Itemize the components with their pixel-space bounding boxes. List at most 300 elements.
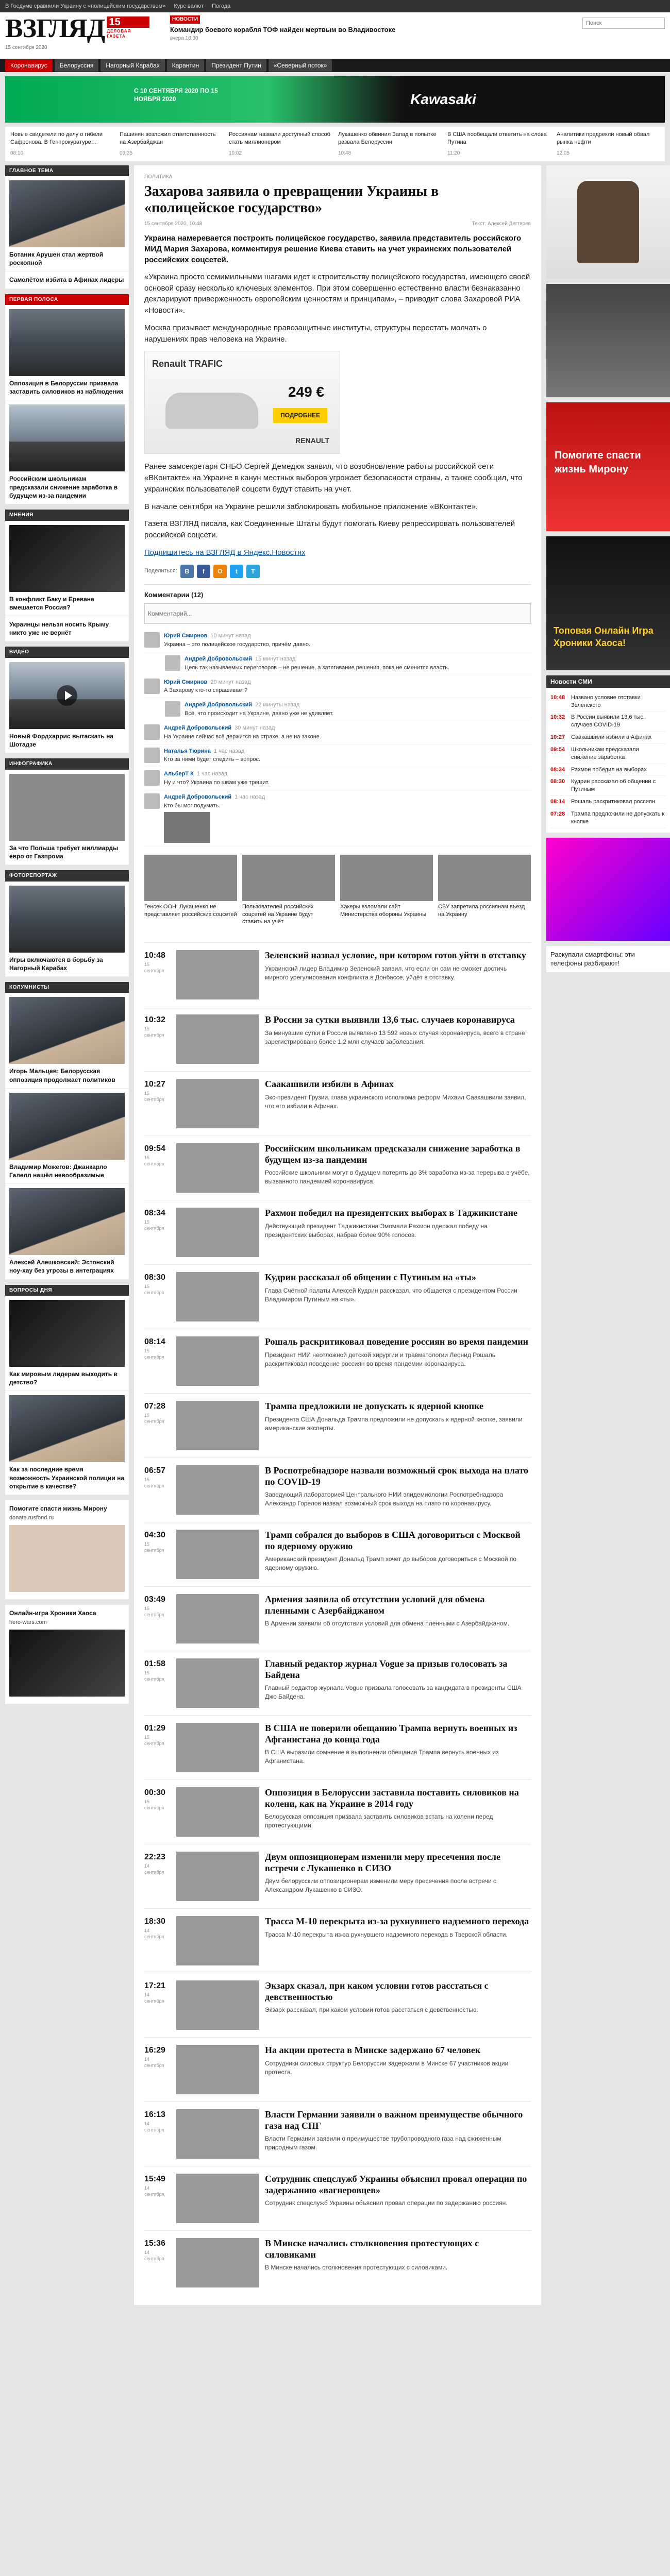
comment-author[interactable]: АльберТ К 1 час назад — [164, 771, 228, 777]
feed-body — [265, 1787, 531, 1837]
feed-title[interactable]: Российским школьникам предсказали снижение заработка в будущем из-за пандемии — [265, 1143, 521, 1165]
left-news-item[interactable] — [5, 1089, 129, 1184]
vk-share-icon[interactable]: В — [180, 565, 194, 578]
right-ad-help-text: Помогите спасти жизнь Мирону — [555, 449, 641, 475]
left-ad-game[interactable] — [5, 1605, 129, 1704]
nav-item-belarus[interactable]: Белоруссия — [55, 59, 99, 72]
comment-time: 22 минуты назад — [255, 702, 300, 708]
feed-time: 03:49 15 сентября — [144, 1594, 170, 1643]
feed-date: 14 сентября — [144, 1863, 164, 1875]
feed-title[interactable]: На акции протеста в Минске задержано 67 человек — [265, 2045, 481, 2056]
feed-image[interactable] — [176, 1465, 259, 1515]
content-wrapper — [0, 165, 670, 2306]
facebook-share-icon[interactable]: f — [197, 565, 210, 578]
feed-text: В Армении заявили об отсутствии условий для обмена пленными с Азербайджаном. — [265, 1620, 510, 1628]
car-ad-model: Renault TRAFIC — [152, 359, 223, 369]
comment-time: 30 минут назад — [234, 724, 275, 731]
banner-brand: Kawasaki — [410, 91, 476, 108]
left-news-item[interactable] — [5, 1391, 129, 1495]
feed-item[interactable] — [144, 2102, 531, 2166]
left-news-item[interactable] — [5, 1184, 129, 1279]
feed-image[interactable] — [176, 2174, 259, 2223]
ad-help-link[interactable]: donate.rusfond.ru — [9, 1515, 54, 1521]
feed-image[interactable] — [176, 2109, 259, 2159]
feed-body — [265, 1401, 531, 1450]
ad-image — [9, 1525, 125, 1592]
right-ad-phone-caption[interactable] — [546, 946, 670, 972]
feed-item[interactable] — [144, 2166, 531, 2230]
feed-item[interactable] — [144, 1973, 531, 2037]
right-ad-phone[interactable] — [546, 838, 670, 941]
feed-body — [265, 1336, 531, 1386]
car-ad[interactable] — [144, 351, 340, 454]
feed-time: 00:30 15 сентября — [144, 1787, 170, 1837]
feed-title[interactable]: Трасса М-10 перекрыта из-за рухнувшего надземного перехода — [265, 1916, 529, 1927]
feed-item[interactable] — [144, 1458, 531, 1522]
left-news-title: Новый Фордхаррис вытаскать на Шотадзе — [9, 732, 113, 748]
left-block-photo — [5, 870, 129, 977]
feed-title[interactable]: Власти Германии заявили о важном преимуществе обычного газа над СПГ — [265, 2109, 523, 2131]
news-image — [9, 180, 125, 247]
comments-section — [144, 584, 531, 846]
nav-item-quarantine[interactable]: Карантин — [167, 59, 204, 72]
left-news-item[interactable] — [5, 770, 129, 865]
feed-item[interactable] — [144, 1071, 531, 1136]
avatar[interactable] — [144, 770, 160, 786]
header-tools — [582, 18, 665, 29]
article-paragraph: Газета ВЗГЛЯД писала, как Соединенные Штаты будут помогать Киеву репрессировать пользователей российской соцсети. — [144, 519, 515, 540]
left-news-item[interactable] — [5, 400, 129, 504]
avatar[interactable] — [165, 655, 180, 671]
feed-date: 15 сентября — [144, 1155, 164, 1166]
left-news-title: Самолётом избита в Афинах лидеры — [9, 276, 124, 284]
feed-body — [265, 2109, 531, 2159]
comment-author[interactable]: Юрий Смирнов 20 минут назад — [164, 679, 251, 685]
feed-text: Трасса М-10 перекрыта из-за рухнувшего надземного перехода в Тверской области. — [265, 1930, 508, 1938]
feed-image[interactable] — [176, 1852, 259, 1901]
feed-image[interactable] — [176, 1208, 259, 1257]
comment-reply — [165, 652, 531, 675]
logo-text: ВЗГЛЯД — [5, 14, 105, 43]
feed-title[interactable]: Сотрудник спецслужб Украины объяснил провал операции по задержанию «вагнеровцев» — [265, 2174, 527, 2195]
comment-time: 1 час назад — [234, 794, 265, 801]
right-news-time: 09:54 — [550, 746, 565, 753]
comment — [144, 767, 531, 790]
feed-title[interactable]: Рахмон победил на президентских выборах в Таджикистане — [265, 1208, 517, 1218]
feed-item[interactable] — [144, 942, 531, 1007]
right-news-item[interactable] — [550, 796, 666, 808]
feed-date: 15 сентября — [144, 961, 164, 973]
header-date: 15 сентября 2020 — [5, 45, 47, 50]
feed-text: Американский президент Дональд Трамп хочет до выборов договориться с Москвой по ядерному оружию. — [265, 1555, 517, 1572]
right-news-time: 10:48 — [550, 694, 565, 701]
left-news-item[interactable] — [5, 305, 129, 400]
comment-author[interactable]: Юрий Смирнов 10 минут назад — [164, 633, 251, 639]
right-news-item[interactable] — [550, 764, 666, 776]
left-news-title: Оппозиция в Белоруссии призвала заставить силовиков из наблюдения — [9, 380, 124, 396]
news-image — [9, 309, 125, 376]
news-image — [9, 886, 125, 953]
comment — [144, 675, 531, 699]
right-news-time: 07:28 — [550, 811, 565, 817]
left-ad-help[interactable] — [5, 1500, 129, 1600]
comment — [144, 629, 531, 652]
left-news-item[interactable] — [5, 1296, 129, 1391]
feed-date: 15 сентября — [144, 1477, 164, 1488]
feed-time: 01:58 15 сентября — [144, 1658, 170, 1708]
strip-item-time: 12:05 — [557, 150, 570, 156]
comment-reply — [165, 698, 531, 721]
feed-date: 14 сентября — [144, 2056, 164, 2068]
left-news-title: Алексей Алешковский: Эстонский ноу-хау без угрозы в интеграциях — [9, 1259, 114, 1275]
comment-text: Украина – это полицейское государство, причём давно. — [164, 641, 311, 648]
left-block-infographic — [5, 758, 129, 865]
right-ad-jacket[interactable] — [546, 165, 670, 279]
video-thumbnail[interactable] — [9, 662, 125, 729]
left-news-item[interactable] — [5, 521, 129, 616]
left-news-item[interactable] — [5, 993, 129, 1088]
feed-date: 15 сентября — [144, 1670, 164, 1682]
left-ad-item[interactable] — [5, 1605, 129, 1704]
strip-item[interactable] — [338, 131, 441, 157]
left-news-title: Игры включаются в борьбу за Нагорный Карабах — [9, 956, 103, 972]
feed-item[interactable] — [144, 1007, 531, 1071]
feed-body — [265, 1530, 531, 1579]
feed-item[interactable] — [144, 1715, 531, 1780]
related-item[interactable] — [340, 855, 433, 926]
feed-time: 15:36 14 сентября — [144, 2238, 170, 2287]
avatar[interactable] — [144, 724, 160, 740]
feed-body — [265, 1208, 531, 1257]
feed-time: 16:29 14 сентября — [144, 2045, 170, 2094]
strip-item[interactable] — [10, 131, 113, 157]
related-title: СБУ запретила россиянам въезд на Украину — [438, 903, 525, 918]
nav-item-putin[interactable]: Президент Путин — [206, 59, 266, 72]
comment-author[interactable]: Андрей Добровольский 1 час назад — [164, 794, 265, 801]
related-item[interactable] — [144, 855, 237, 926]
avatar[interactable] — [144, 793, 160, 809]
topbar-item[interactable]: Погода — [212, 3, 231, 9]
related-title: Генсек ООН: Лукашенко не представляет российских соцсетей — [144, 903, 237, 918]
comment-input[interactable] — [144, 603, 531, 624]
feed-time: 08:30 15 сентября — [144, 1272, 170, 1321]
right-news-item[interactable] — [550, 776, 666, 796]
left-news-item[interactable] — [5, 658, 129, 753]
car-ad-logo: RENAULT — [295, 436, 329, 445]
feed-text: Президента США Дональда Трампа предложили не допускать к ядерной кнопке, заявили американские эксперты. — [265, 1415, 523, 1432]
feed-time: 08:14 15 сентября — [144, 1336, 170, 1386]
avatar[interactable] — [165, 701, 180, 717]
ad-help-title: Помогите спасти жизнь Мирону — [9, 1504, 107, 1512]
feed-image[interactable] — [176, 950, 259, 999]
feed-body — [265, 1852, 531, 1901]
feed-time: 17:21 14 сентября — [144, 1980, 170, 2030]
comment-author[interactable]: Андрей Добровольский 30 минут назад — [164, 724, 275, 731]
feed-image[interactable] — [176, 1916, 259, 1965]
nav-item-nord-stream[interactable]: «Северный поток» — [269, 59, 332, 72]
feed-date: 15 сентября — [144, 1412, 164, 1424]
left-block-video — [5, 647, 129, 753]
left-news-title: Как мировым лидерам выходить в детство? — [9, 1370, 118, 1386]
article-paragraph: Москва призывает международные правозащитные институты, структуры перестать молчать о нарушениях прав человека на Украине. — [144, 323, 487, 344]
feed-image[interactable] — [176, 1014, 259, 1064]
strip-item[interactable] — [447, 131, 550, 157]
telegram-share-icon[interactable]: T — [246, 565, 260, 578]
left-news-item[interactable] — [5, 272, 129, 289]
news-feed — [134, 942, 541, 2305]
feed-image[interactable] — [176, 1658, 259, 1708]
feed-title[interactable]: В Минске начались столкновения протестующих с силовиками — [265, 2238, 479, 2260]
feed-item[interactable] — [144, 1136, 531, 1200]
share-label: Поделиться: — [144, 568, 177, 574]
right-ad-photo[interactable] — [546, 284, 670, 397]
feed-title[interactable]: Главный редактор журнал Vogue за призыв голосовать за Байдена — [265, 1658, 508, 1680]
feed-image[interactable] — [176, 1336, 259, 1386]
feed-image[interactable] — [176, 1723, 259, 1772]
feed-item[interactable] — [144, 1522, 531, 1586]
left-block-opinions — [5, 510, 129, 641]
main-navigation — [0, 59, 670, 72]
comment-author[interactable]: Андрей Добровольский 22 минуты назад — [185, 702, 300, 708]
feed-time: 08:34 15 сентября — [144, 1208, 170, 1257]
feed-image[interactable] — [176, 2238, 259, 2287]
right-news-item[interactable] — [550, 732, 666, 744]
search-input[interactable] — [582, 18, 665, 29]
right-news-time: 08:34 — [550, 766, 565, 773]
comment-time: 1 час назад — [196, 771, 228, 777]
feed-text: За минувшие сутки в России выявлено 13 592 новых случая коронавируса, всего в стране зарегистрировано более 1,2 млн случаев заболевания. — [265, 1029, 525, 1045]
feed-body — [265, 1658, 531, 1708]
subscribe-link[interactable]: Подпишитесь на ВЗГЛЯД в Яндекс.Новостях — [144, 548, 306, 557]
logo-badge — [107, 16, 149, 39]
top-bar — [0, 0, 670, 12]
left-block-heading: КОЛУМНИСТЫ — [5, 982, 129, 993]
article-title: Захарова заявила о превращении Украины в «полицейское государство» — [144, 183, 439, 216]
feed-image[interactable] — [176, 1594, 259, 1643]
topbar-item[interactable]: Курс валют — [174, 3, 204, 9]
feed-date: 15 сентября — [144, 1026, 164, 1038]
feed-image[interactable] — [176, 2045, 259, 2094]
feed-body — [265, 1143, 531, 1193]
feed-time: 16:13 14 сентября — [144, 2109, 170, 2159]
feed-body — [265, 2238, 531, 2287]
article-paragraph: В начале сентября на Украине решили заблокировать мобильное приложение «ВКонтакте». — [144, 502, 478, 511]
left-news-title: Владимир Можегов: Джанкарло Галелл нашёл невообразимые — [9, 1163, 107, 1179]
strip-item-text: Аналитики предрекли новый обвал рынка нефти — [557, 131, 650, 145]
ad-game-link[interactable]: hero-wars.com — [9, 1619, 47, 1626]
strip-item-text: Пашинян возложил ответственность на Азербайджан — [120, 131, 216, 145]
ok-share-icon[interactable]: О — [213, 565, 227, 578]
left-ad-item[interactable] — [5, 1500, 129, 1600]
comment — [144, 790, 531, 846]
left-block-heading: ФОТОРЕПОРТАЖ — [5, 870, 129, 882]
left-news-item[interactable] — [5, 616, 129, 641]
feed-time: 10:48 15 сентября — [144, 950, 170, 999]
feed-image[interactable] — [176, 1530, 259, 1579]
twitter-share-icon[interactable]: t — [230, 565, 243, 578]
top-news-strip — [5, 127, 665, 161]
feed-item[interactable] — [144, 1586, 531, 1651]
feed-text: Власти Германии заявили о преимуществе трубопроводного газа над сжиженным природным газом. — [265, 2135, 501, 2151]
comment-author[interactable]: Андрей Добровольский 15 минут назад — [185, 655, 296, 662]
feed-title[interactable]: В России за сутки выявили 13,6 тыс. случаев коронавируса — [265, 1014, 515, 1025]
feed-time: 22:23 14 сентября — [144, 1852, 170, 1901]
left-sidebar — [5, 165, 129, 2306]
feed-title[interactable]: Оппозиция в Белоруссии заставила поставить силовиков на колени, как на Украине в 2014 году — [265, 1787, 519, 1809]
avatar[interactable] — [144, 748, 160, 763]
feed-time: 01:29 15 сентября — [144, 1723, 170, 1772]
feed-image[interactable] — [176, 1079, 259, 1128]
feed-image[interactable] — [176, 1787, 259, 1837]
feed-item[interactable] — [144, 2037, 531, 2102]
feed-item[interactable] — [144, 1329, 531, 1393]
feed-title[interactable]: Зеленский назвал условие, при котором готов уйти в отставку — [265, 950, 526, 961]
left-news-title: За что Польша требует миллиарды евро от Газпрома — [9, 844, 119, 860]
right-news-text: Рошаль раскритиковал россиян — [571, 799, 655, 805]
feed-title[interactable]: Трампа предложили не допускать к ядерной кнопке — [265, 1401, 483, 1412]
right-news-text: Рахмон победил на выборах — [571, 766, 647, 773]
topbar-item[interactable]: В Госдуме сравнили Украину с «полицейским государством» — [5, 3, 166, 9]
news-image — [9, 1300, 125, 1367]
site-logo[interactable] — [5, 15, 149, 52]
feed-text: Двум белорусским оппозиционерам изменили меру пресечения после встречи с Александром Лукашенко в СИЗО. — [265, 1877, 497, 1894]
left-block-main-topic — [5, 165, 129, 289]
comment-image[interactable] — [164, 812, 210, 843]
feed-item[interactable] — [144, 1844, 531, 1908]
feed-date: 14 сентября — [144, 2185, 164, 2197]
strip-item-time: 10:02 — [229, 150, 242, 156]
right-news-text: Названо условие отставки Зеленского — [571, 694, 641, 708]
right-news-time: 10:32 — [550, 714, 565, 721]
left-block-heading: ВИДЕО — [5, 647, 129, 658]
news-image — [9, 1395, 125, 1462]
avatar[interactable] — [144, 679, 160, 694]
header-breaking-news — [170, 15, 459, 42]
related-news — [144, 855, 531, 926]
right-news-time: 08:14 — [550, 799, 565, 805]
related-title: Хакеры взломали сайт Министерства обороны Украины — [340, 903, 427, 918]
left-block-heading: ИНФОГРАФИКА — [5, 758, 129, 770]
left-news-item[interactable] — [5, 176, 129, 272]
comment-text: А Захарову кто-то спрашивает? — [164, 687, 248, 694]
comment-text: Кто бы мог подумать. — [164, 802, 221, 809]
feed-text: Экзарх рассказал, при каком условии готов расстаться с девственностью. — [265, 2006, 478, 2014]
car-icon — [165, 393, 258, 429]
feed-title[interactable]: В США не поверили обещанию Трампа вернуть военных из Афганистана до конца года — [265, 1723, 517, 1744]
feed-title[interactable]: Трамп собрался до выборов в США договориться с Москвой по ядерному оружию — [265, 1530, 521, 1551]
related-image — [144, 855, 237, 901]
feed-title[interactable]: Армения заявила об отсутствии условий для обмена пленными с Азербайджаном — [265, 1594, 485, 1616]
play-icon[interactable] — [57, 685, 77, 706]
columnist-photo — [9, 1188, 125, 1255]
top-banner-ad[interactable] — [5, 76, 665, 123]
left-news-title: В конфликт Баку и Еревана вмешается Россия? — [9, 595, 94, 611]
nav-item-coronavirus[interactable]: Коронавирус — [5, 59, 53, 72]
related-item[interactable] — [438, 855, 531, 926]
article-rubric[interactable]: ПОЛИТИКА — [144, 174, 173, 180]
feed-item[interactable] — [144, 1651, 531, 1715]
feed-body — [265, 950, 531, 999]
comment-author[interactable]: Наталья Тюрина 1 час назад — [164, 748, 245, 754]
feed-date: 15 сентября — [144, 1348, 164, 1360]
feed-text: Заведующий лабораторией Центрального НИИ эпидемиологии Роспотребнадзора Александр Горелов назвал возможный срок выхода на плато по коронавирусу. — [265, 1491, 504, 1507]
feed-image[interactable] — [176, 1272, 259, 1321]
feed-image[interactable] — [176, 1980, 259, 2030]
feed-time: 10:32 15 сентября — [144, 1014, 170, 1064]
left-news-title: Украинцы нельзя носить Крыму никто уже не вернёт — [9, 620, 109, 637]
car-ad-button[interactable]: ПОДРОБНЕЕ — [273, 408, 327, 422]
right-ad-game[interactable] — [546, 536, 670, 670]
right-ad-help[interactable] — [546, 402, 670, 531]
feed-image[interactable] — [176, 1143, 259, 1193]
feed-time: 06:57 15 сентября — [144, 1465, 170, 1515]
article-author: Текст: Алексей Дегтярев — [472, 221, 531, 227]
article-lead: Украина намеревается построить полицейское государство, заявила представитель российского МИД Мария Захарова, комментируя решение Киева ставить на учет украинских пользователей российских соцсетей. — [144, 233, 522, 264]
left-news-item[interactable] — [5, 882, 129, 977]
feed-title[interactable]: В Роспотребнадзоре назвали возможный срок выхода на плато по COVID-19 — [265, 1465, 529, 1487]
columnist-photo — [9, 997, 125, 1064]
avatar[interactable] — [144, 632, 160, 648]
left-news-title: Как за последние время возможность Украинской полиции на открытие в качестве? — [9, 1466, 125, 1490]
comment — [144, 744, 531, 768]
inline-ad[interactable] — [144, 351, 531, 454]
breaking-news-headline[interactable]: Командир боевого корабля ТОФ найден мертвым во Владивостоке — [170, 25, 396, 33]
comment — [144, 721, 531, 744]
strip-item[interactable] — [120, 131, 223, 157]
feed-item[interactable] — [144, 1200, 531, 1264]
feed-title[interactable]: Двум оппозиционерам изменили меру пресечения после встречи с Лукашенко в СИЗО — [265, 1852, 500, 1873]
feed-item[interactable] — [144, 1393, 531, 1458]
feed-date: 15 сентября — [144, 1283, 164, 1295]
feed-body — [265, 2174, 531, 2223]
left-block-questions — [5, 1285, 129, 1495]
feed-text: Сотрудник спецслужб Украины объяснил провал операции по задержанию россиян. — [265, 2199, 508, 2207]
feed-date: 15 сентября — [144, 1541, 164, 1553]
strip-item[interactable] — [557, 131, 660, 157]
feed-item[interactable] — [144, 1264, 531, 1329]
related-item[interactable] — [242, 855, 335, 926]
right-news-item[interactable] — [550, 808, 666, 828]
feed-item[interactable] — [144, 1908, 531, 1973]
left-block-heading: ВОПРОСЫ ДНЯ — [5, 1285, 129, 1296]
left-news-title: Ботаник Арушен стал жертвой роскопной — [9, 251, 104, 267]
right-news-item[interactable] — [550, 711, 666, 732]
strip-item-text: Новые свидетели по делу о гибели Сафронова. В Генпрокуратуре… — [10, 131, 103, 145]
feed-title[interactable]: Кудрин рассказал об общении с Путиным на «ты» — [265, 1272, 476, 1283]
ad-image — [9, 1630, 125, 1697]
article-date: 15 сентября 2020, 10:48 — [144, 221, 203, 227]
nav-item-karabakh[interactable]: Нагорный Карабах — [100, 59, 164, 72]
strip-item-time: 09:35 — [120, 150, 133, 156]
comment-text: Цель так называемых переговоров – не решение, а затягивание решения, пока не сменится власть. — [185, 664, 449, 671]
right-news-item[interactable] — [550, 692, 666, 712]
feed-date: 15 сентября — [144, 1734, 164, 1746]
related-image — [242, 855, 335, 901]
right-news-time: 08:30 — [550, 778, 565, 785]
feed-image[interactable] — [176, 1401, 259, 1450]
feed-item[interactable] — [144, 2230, 531, 2295]
comment-text: Кто за ними будет следить – вопрос. — [164, 756, 261, 763]
feed-title[interactable]: Саакашвили избили в Афинах — [265, 1079, 394, 1090]
strip-item-time: 11:20 — [447, 150, 460, 156]
feed-item[interactable] — [144, 1780, 531, 1844]
feed-title[interactable]: Рошаль раскритиковал поведение россиян во время пандемии — [265, 1336, 528, 1347]
right-news-item[interactable] — [550, 744, 666, 764]
right-news-heading: Новости СМИ — [546, 675, 670, 688]
feed-title[interactable]: Экзарх сказал, при каком условии готов расстаться с девственностью — [265, 1980, 489, 2002]
related-image — [340, 855, 433, 901]
strip-item[interactable] — [229, 131, 332, 157]
